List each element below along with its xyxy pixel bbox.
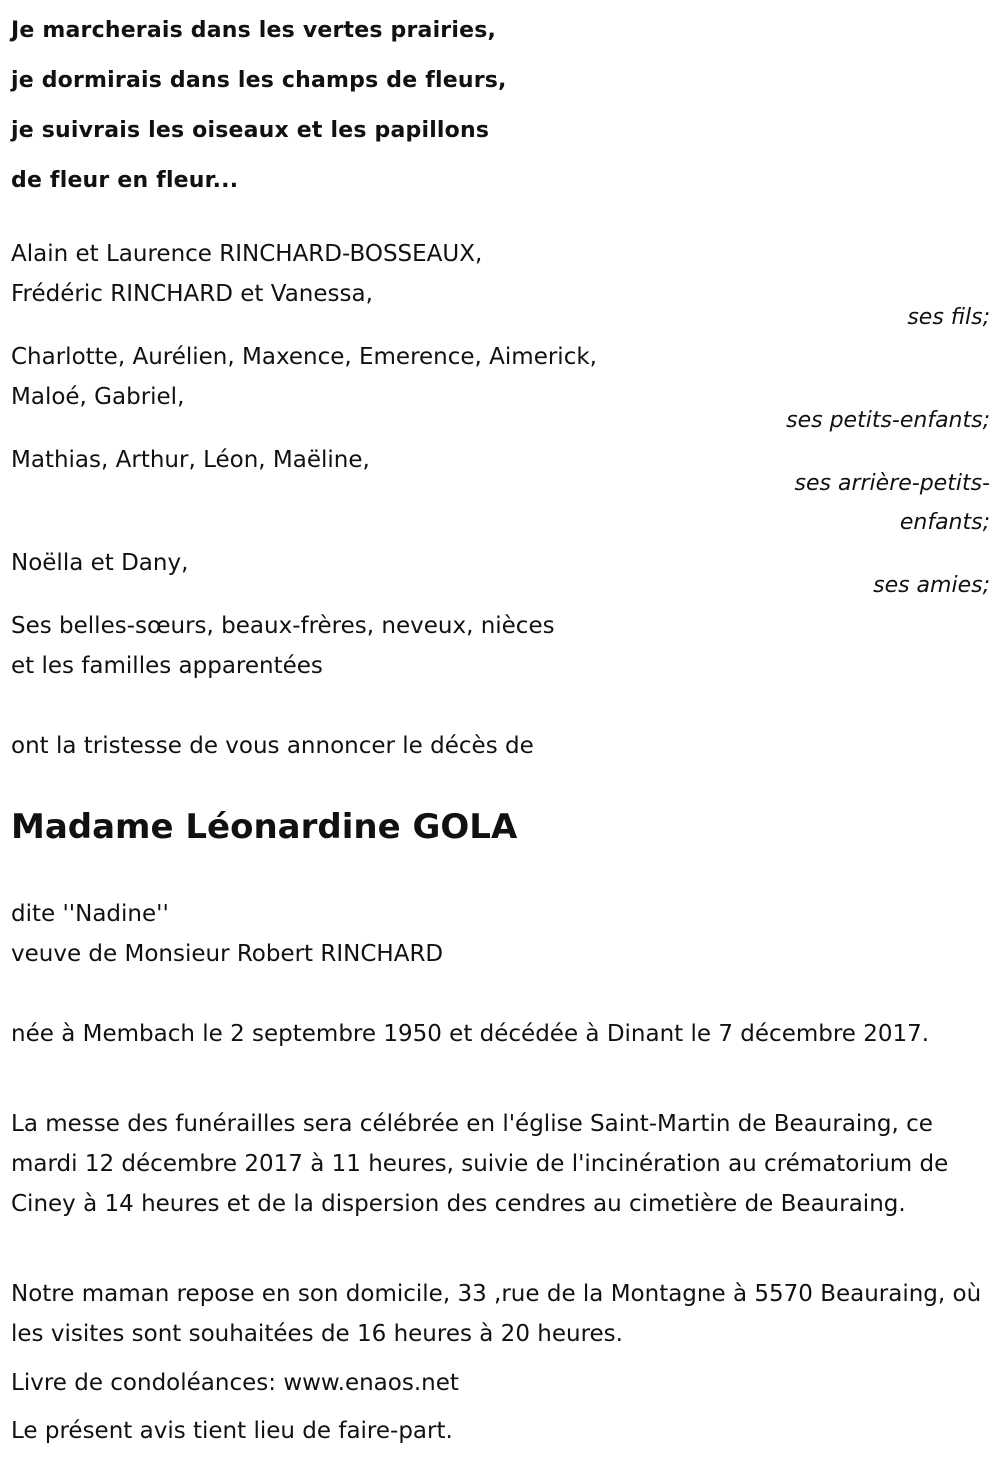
birth-death-paragraph: née à Membach le 2 septembre 1950 et décédée à Dinant le 7 décembre 2017. bbox=[11, 1021, 930, 1047]
family-friends bbox=[11, 543, 991, 583]
notice-paragraph: Le présent avis tient lieu de faire-part. bbox=[11, 1418, 453, 1444]
funeral-paragraph: La messe des funérailles sera célébrée en l'église Saint-Martin de Beauraing, ce mardi 12 décembre 2017 à 11 heures, suivie de l'incinération au crématorium de Ciney à 14 heures et de la dispersion des cendres au cimetière de Beauraing. bbox=[11, 1111, 949, 1217]
poem-line: je dormirais dans les champs de fleurs, bbox=[11, 68, 507, 93]
deceased-info bbox=[11, 894, 991, 974]
family-in-laws bbox=[11, 606, 991, 686]
family-line: Alain et Laurence RINCHARD-BOSSEAUX, bbox=[11, 241, 483, 267]
family-line: Mathias, Arthur, Léon, Maëline, bbox=[11, 447, 370, 473]
relation-label: enfants; bbox=[899, 510, 990, 535]
relation-label: ses amies; bbox=[873, 573, 990, 598]
family-line: Charlotte, Aurélien, Maxence, Emerence, Aimerick, bbox=[11, 344, 597, 370]
family-line: et les familles apparentées bbox=[11, 653, 323, 679]
nickname: dite ''Nadine'' bbox=[11, 901, 169, 927]
relation-sons bbox=[907, 298, 990, 337]
relation-label: ses petits-enfants; bbox=[786, 408, 990, 433]
condolences-link[interactable]: www.enaos.net bbox=[283, 1370, 459, 1396]
relation-great-grandchildren bbox=[795, 464, 990, 542]
poem-line: de fleur en fleur... bbox=[11, 168, 239, 193]
relation-grandchildren bbox=[786, 401, 990, 440]
family-line: Maloé, Gabriel, bbox=[11, 384, 185, 410]
deceased-name: Madame Léonardine GOLA bbox=[11, 807, 518, 847]
intro-text: ont la tristesse de vous annoncer le décès de bbox=[11, 733, 534, 759]
relation-friends bbox=[873, 566, 990, 605]
family-line: Noëlla et Dany, bbox=[11, 550, 189, 576]
opening-poem bbox=[11, 6, 507, 206]
poem-line: je suivrais les oiseaux et les papillons bbox=[11, 118, 490, 143]
poem-line: Je marcherais dans les vertes prairies, bbox=[11, 18, 497, 43]
widow-of: veuve de Monsieur Robert RINCHARD bbox=[11, 941, 444, 967]
condolences-line bbox=[11, 1363, 996, 1403]
family-line: Ses belles-sœurs, beaux-frères, neveux, nièces bbox=[11, 613, 555, 639]
family-sons bbox=[11, 234, 991, 314]
family-line: Frédéric RINCHARD et Vanessa, bbox=[11, 281, 373, 307]
relation-label: ses arrière-petits- bbox=[794, 471, 990, 496]
announcement-intro bbox=[11, 726, 991, 766]
relation-label: ses fils; bbox=[907, 305, 990, 330]
visitation-paragraph: Notre maman repose en son domicile, 33 ,rue de la Montagne à 5570 Beauraing, où les visites sont souhaitées de 16 heures à 20 heures. bbox=[11, 1281, 982, 1347]
condolences-label: Livre de condoléances: bbox=[11, 1370, 284, 1396]
